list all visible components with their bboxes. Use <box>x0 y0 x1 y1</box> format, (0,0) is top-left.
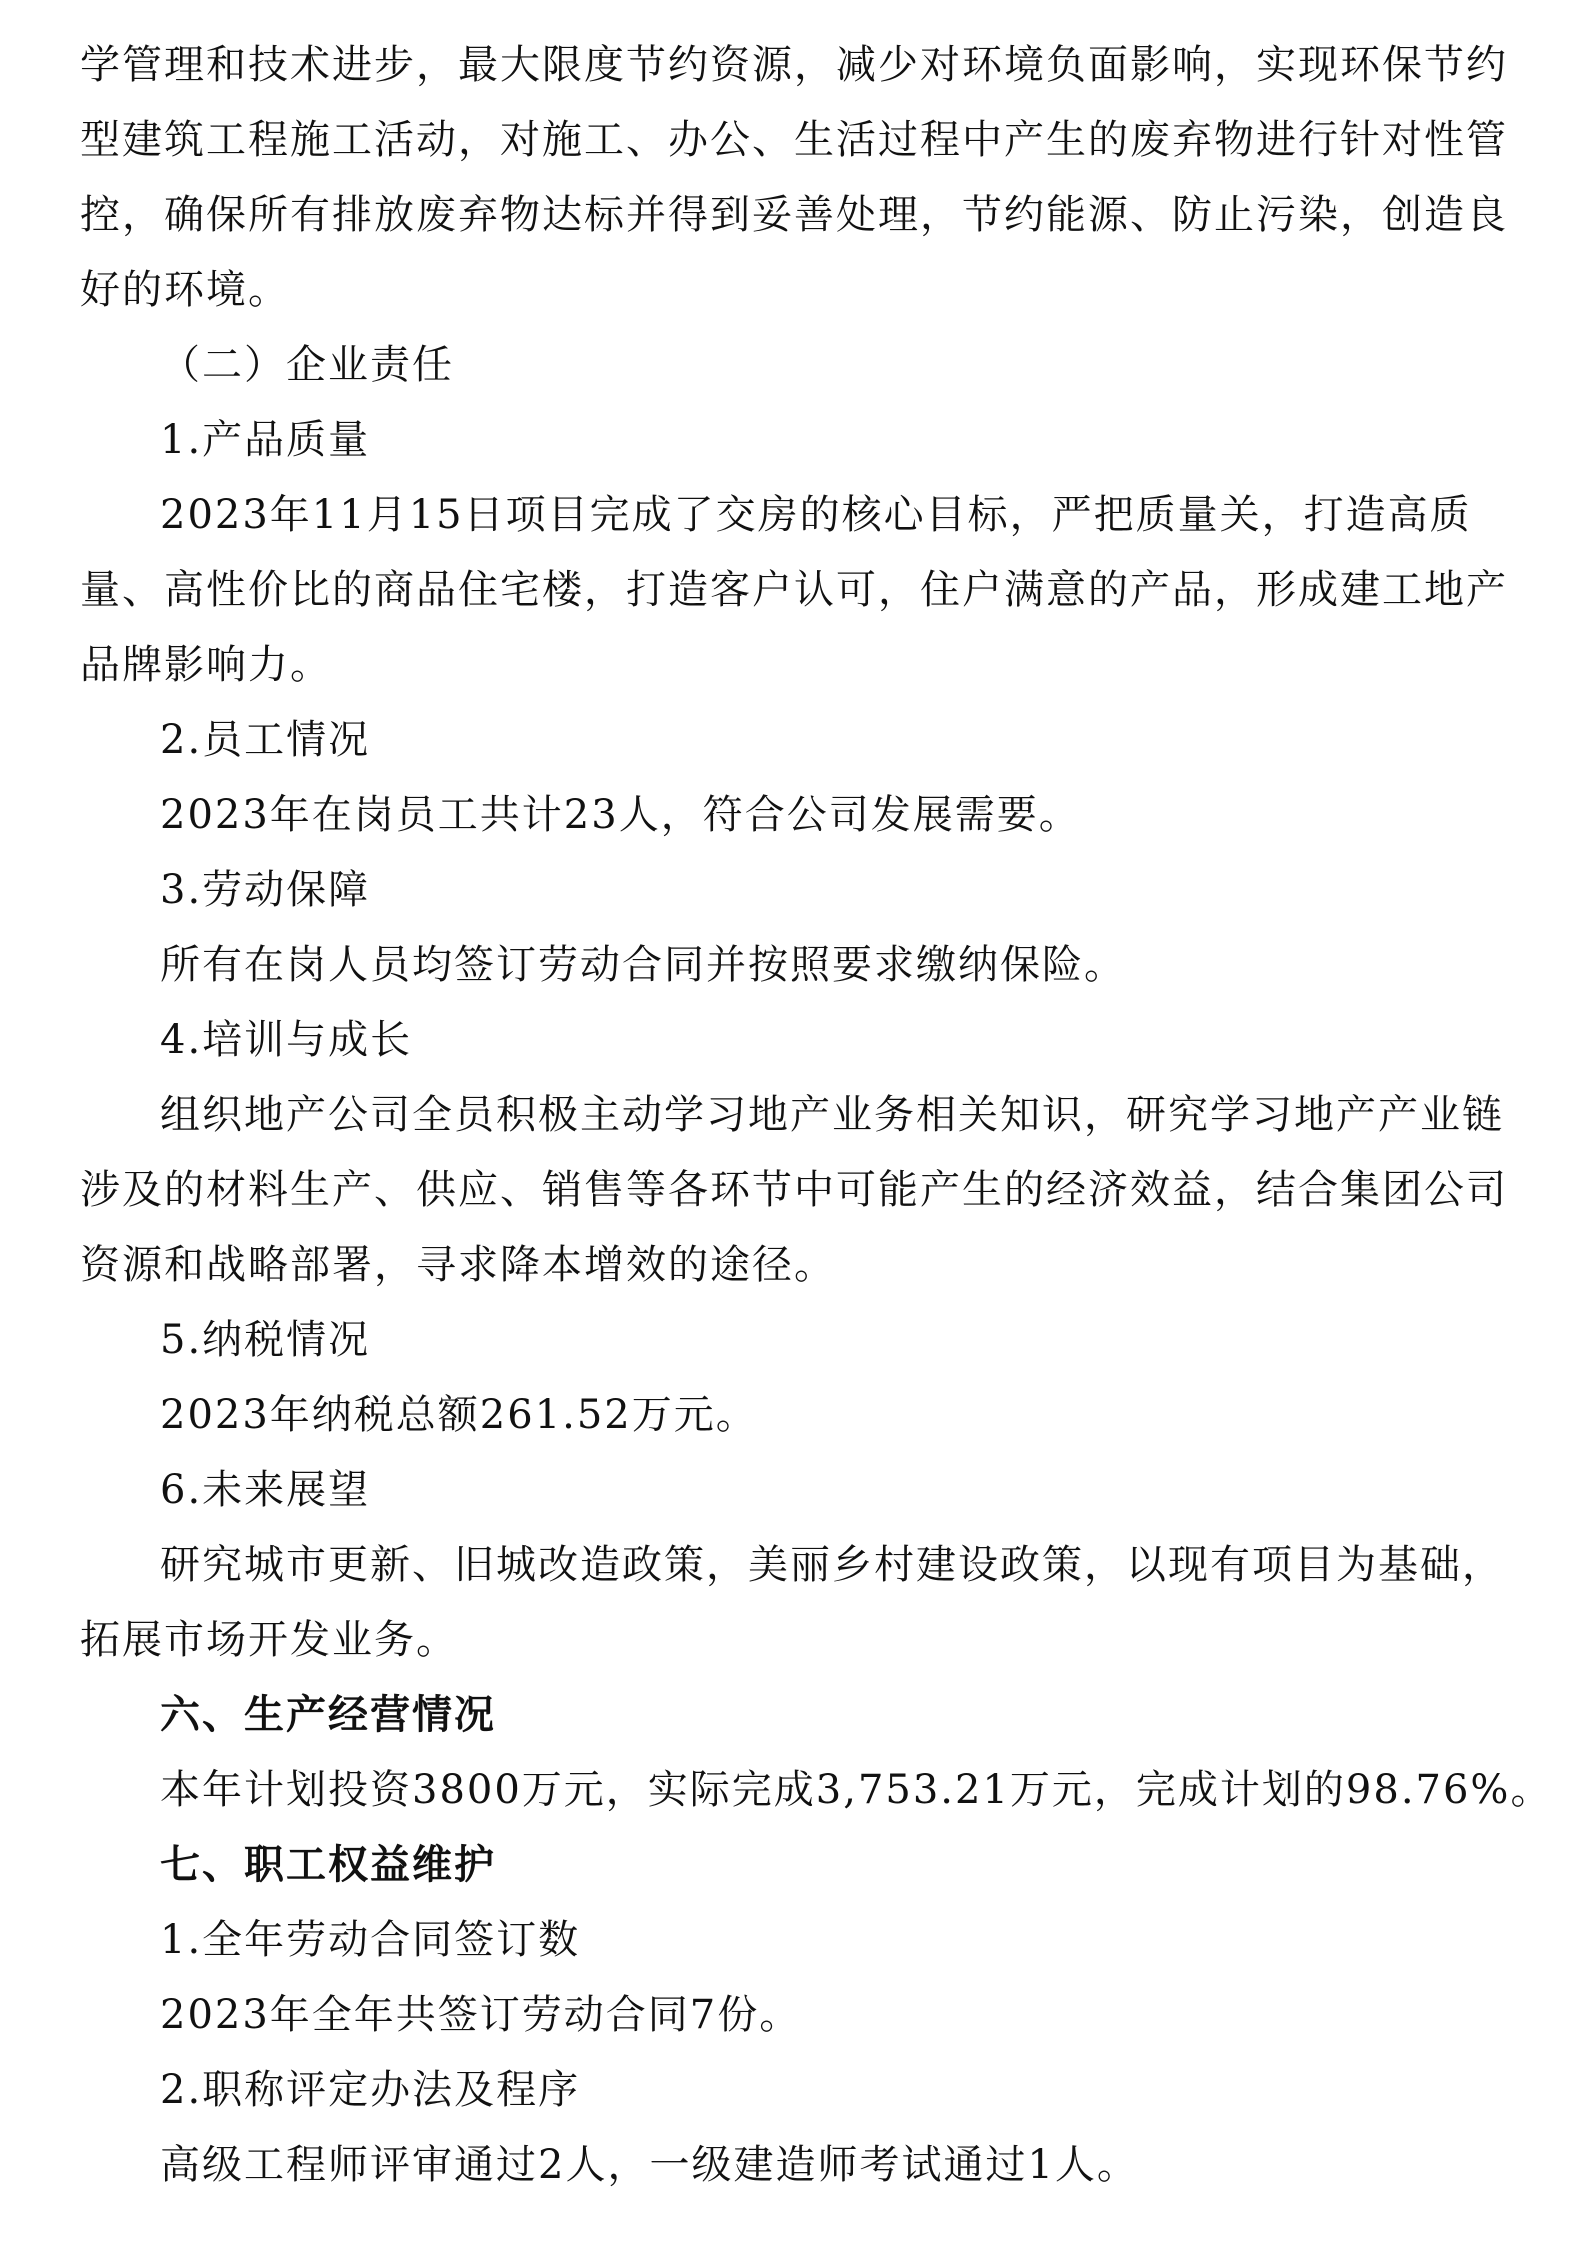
subheading-staff: 2.员工情况 <box>160 717 371 763</box>
paragraph-line: 组织地产公司全员积极主动学习地产业务相关知识，研究学习地产产业链 <box>160 1092 1504 1138</box>
paragraph-line: 型建筑工程施工活动，对施工、办公、生活过程中产生的废弃物进行针对性管 <box>80 117 1508 163</box>
subheading-labor-protection: 3.劳动保障 <box>160 867 371 913</box>
paragraph-line: 2023年纳税总额261.52万元。 <box>160 1392 758 1438</box>
paragraph-line: 控，确保所有排放废弃物达标并得到妥善处理，节约能源、防止污染，创造良 <box>80 192 1508 238</box>
paragraph-line: 本年计划投资3800万元，实际完成3,753.21万元，完成计划的98.76%。 <box>160 1767 1553 1813</box>
subheading-labor-contracts: 1.全年劳动合同签订数 <box>160 1917 581 1963</box>
paragraph-line: 2023年在岗员工共计23人，符合公司发展需要。 <box>160 792 1081 838</box>
subheading-title-evaluation: 2.职称评定办法及程序 <box>160 2067 581 2113</box>
paragraph-line: 涉及的材料生产、供应、销售等各环节中可能产生的经济效益，结合集团公司 <box>80 1167 1508 1213</box>
paragraph-line: 资源和战略部署，寻求降本增效的途径。 <box>80 1242 836 1288</box>
paragraph-line: 量、高性价比的商品住宅楼，打造客户认可，住户满意的产品，形成建工地产 <box>80 567 1508 613</box>
subheading-training: 4.培训与成长 <box>160 1017 413 1063</box>
subheading-tax: 5.纳税情况 <box>160 1317 371 1363</box>
paragraph-line: 品牌影响力。 <box>80 642 332 688</box>
section-heading-operations: 六、生产经营情况 <box>160 1692 496 1738</box>
paragraph-line: 好的环境。 <box>80 267 290 313</box>
paragraph-line: 2023年11月15日项目完成了交房的核心目标，严把质量关，打造高质 <box>160 492 1472 538</box>
subheading-product-quality: 1.产品质量 <box>160 417 371 463</box>
paragraph-line: 高级工程师评审通过2人，一级建造师考试通过1人。 <box>160 2142 1139 2188</box>
paragraph-line: 所有在岗人员均签订劳动合同并按照要求缴纳保险。 <box>160 942 1126 988</box>
paragraph-line: 研究城市更新、旧城改造政策，美丽乡村建设政策，以现有项目为基础， <box>160 1542 1504 1588</box>
paragraph-line: 学管理和技术进步，最大限度节约资源，减少对环境负面影响，实现环保节约 <box>80 42 1508 88</box>
paragraph-line: 拓展市场开发业务。 <box>80 1617 458 1663</box>
paragraph-line: 2023年全年共签订劳动合同7份。 <box>160 1992 802 2038</box>
section-heading-employee-rights: 七、职工权益维护 <box>160 1842 496 1888</box>
section-heading-enterprise-responsibility: （二）企业责任 <box>160 342 454 388</box>
subheading-outlook: 6.未来展望 <box>160 1467 371 1513</box>
